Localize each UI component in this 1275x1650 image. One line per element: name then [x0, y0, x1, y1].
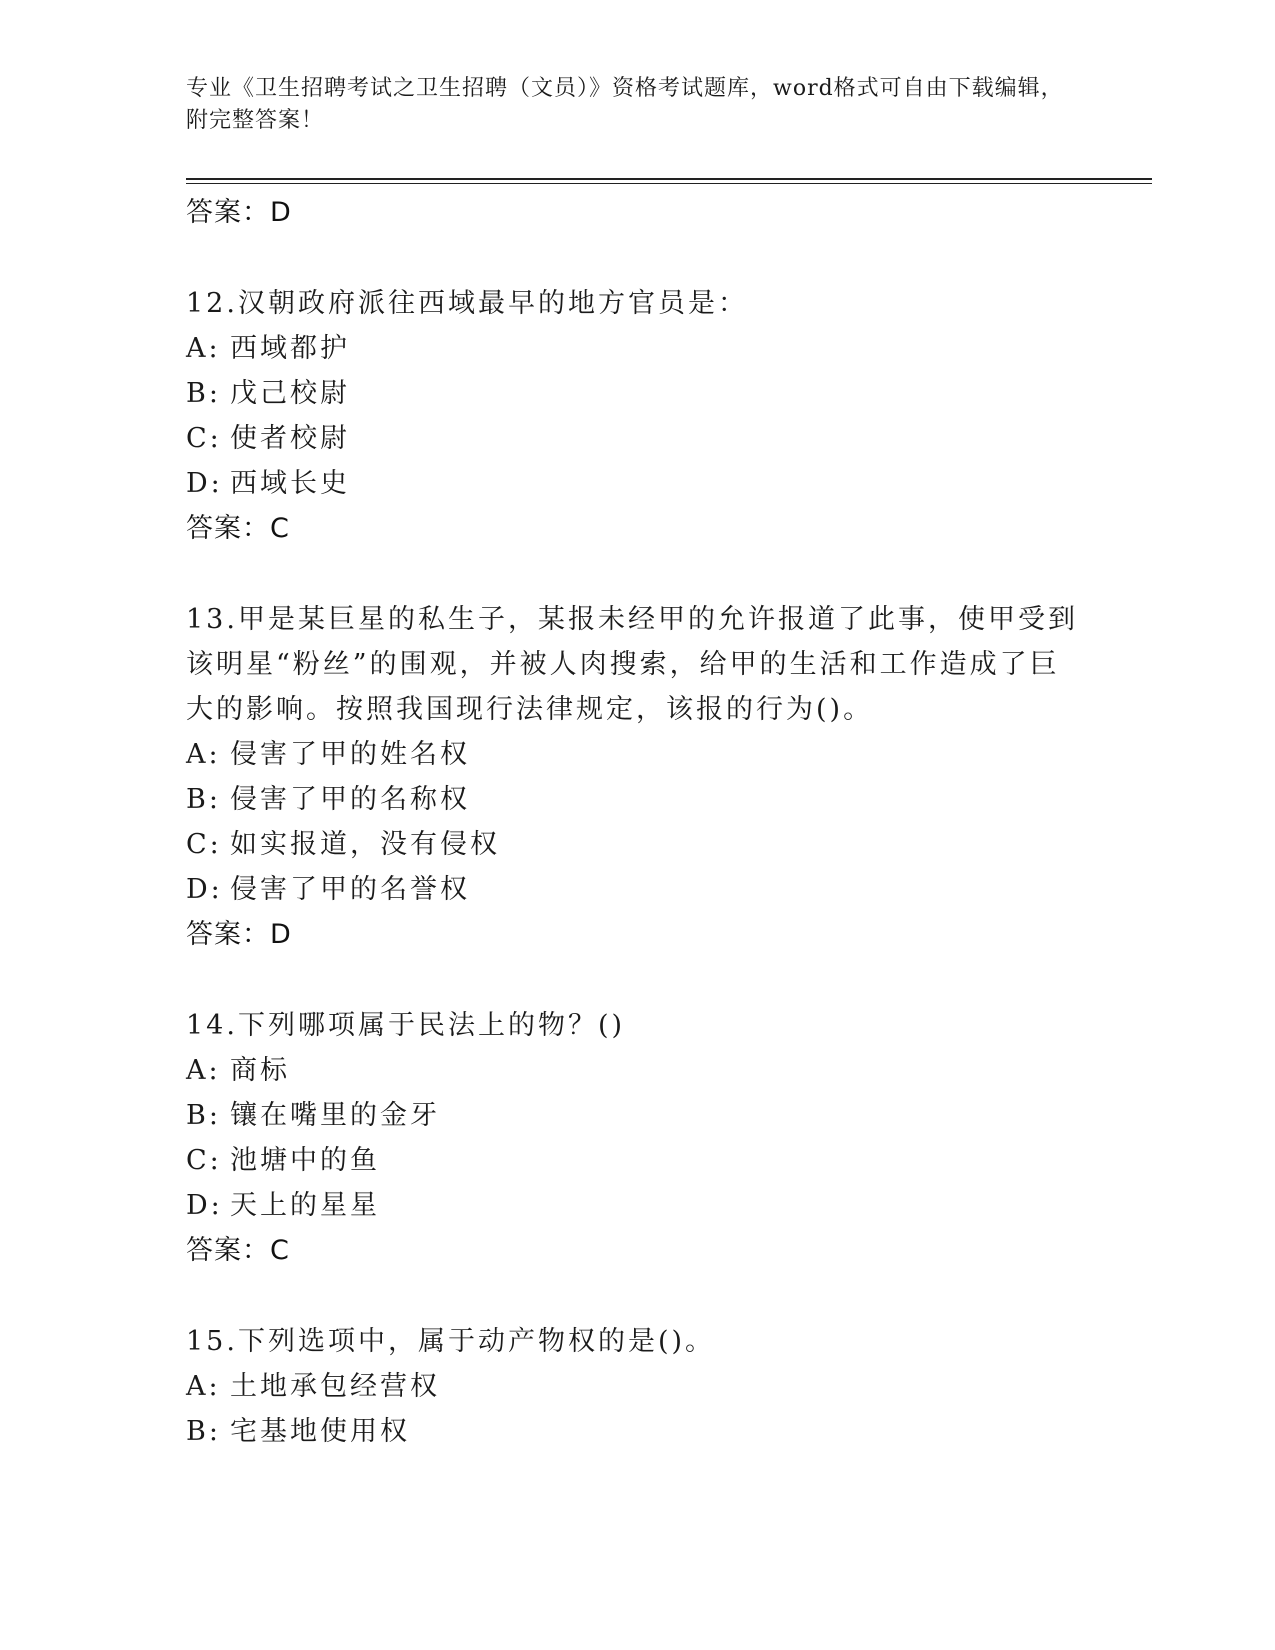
option-text: 西域都护 [230, 333, 350, 364]
option-text: 宅基地使用权 [230, 1416, 410, 1447]
option-key: A: [186, 739, 221, 770]
option-text: 天上的星星 [230, 1190, 380, 1221]
option-key: B: [186, 378, 221, 409]
option-text: 侵害了甲的名誉权 [230, 874, 470, 905]
option-text: 如实报道，没有侵权 [230, 829, 500, 860]
answer-line: 答案：C [186, 1235, 290, 1266]
option-key: B: [186, 784, 221, 815]
question-stem: 13.甲是某巨星的私生子，某报未经甲的允许报道了此事，使甲受到该明星“粉丝”的围观，并被人肉搜索，给甲的生活和工作造成了巨大的影响。按照我国现行法律规定，该报的行为()。 [186, 604, 1078, 725]
option-b [186, 1093, 1086, 1138]
option-key: D: [186, 468, 223, 499]
question-stem: 14.下列哪项属于民法上的物？() [186, 1010, 626, 1041]
question-stem: 12.汉朝政府派往西域最早的地方官员是： [186, 288, 748, 319]
spacer [186, 551, 1086, 597]
option-key: D: [186, 1190, 223, 1221]
option-d [186, 461, 1086, 506]
option-d [186, 1183, 1086, 1228]
question-block [186, 1319, 1086, 1454]
option-b [186, 371, 1086, 416]
option-key: C: [186, 423, 222, 454]
header-rule-thin [186, 183, 1152, 184]
option-text: 戊己校尉 [230, 378, 350, 409]
spacer [186, 235, 1086, 281]
option-b [186, 1409, 1086, 1454]
option-text: 使者校尉 [230, 423, 350, 454]
option-b [186, 777, 1086, 822]
option-c [186, 1138, 1086, 1183]
option-text: 侵害了甲的名称权 [230, 784, 470, 815]
option-text: 西域长史 [230, 468, 350, 499]
question-block [186, 281, 1086, 551]
answer-line: 答案：D [186, 919, 292, 950]
option-key: A: [186, 333, 221, 364]
option-key: A: [186, 1371, 221, 1402]
option-key: B: [186, 1416, 221, 1447]
spacer [186, 957, 1086, 1003]
option-text: 商标 [230, 1055, 290, 1086]
question-list [186, 190, 1086, 1454]
answer-line: 答案：D [186, 197, 292, 228]
option-a [186, 1364, 1086, 1409]
option-key: C: [186, 829, 222, 860]
question-block [186, 597, 1086, 957]
option-key: B: [186, 1100, 221, 1131]
option-text: 侵害了甲的姓名权 [230, 739, 470, 770]
option-a [186, 1048, 1086, 1093]
answer-line: 答案：C [186, 513, 290, 544]
option-text: 镶在嘴里的金牙 [230, 1100, 440, 1131]
option-a [186, 732, 1086, 777]
option-d [186, 867, 1086, 912]
option-c [186, 822, 1086, 867]
option-key: C: [186, 1145, 222, 1176]
option-c [186, 416, 1086, 461]
question-stem: 15.下列选项中，属于动产物权的是()。 [186, 1326, 716, 1357]
document-header: 专业《卫生招聘考试之卫生招聘（文员）》资格考试题库，word格式可自由下载编辑，附完整答案！ [186, 76, 1064, 133]
option-a [186, 326, 1086, 371]
option-key: A: [186, 1055, 221, 1086]
option-key: D: [186, 874, 223, 905]
question-block [186, 1003, 1086, 1273]
option-text: 土地承包经营权 [230, 1371, 440, 1402]
option-text: 池塘中的鱼 [230, 1145, 380, 1176]
header-rule-thick [186, 178, 1152, 180]
spacer [186, 1273, 1086, 1319]
